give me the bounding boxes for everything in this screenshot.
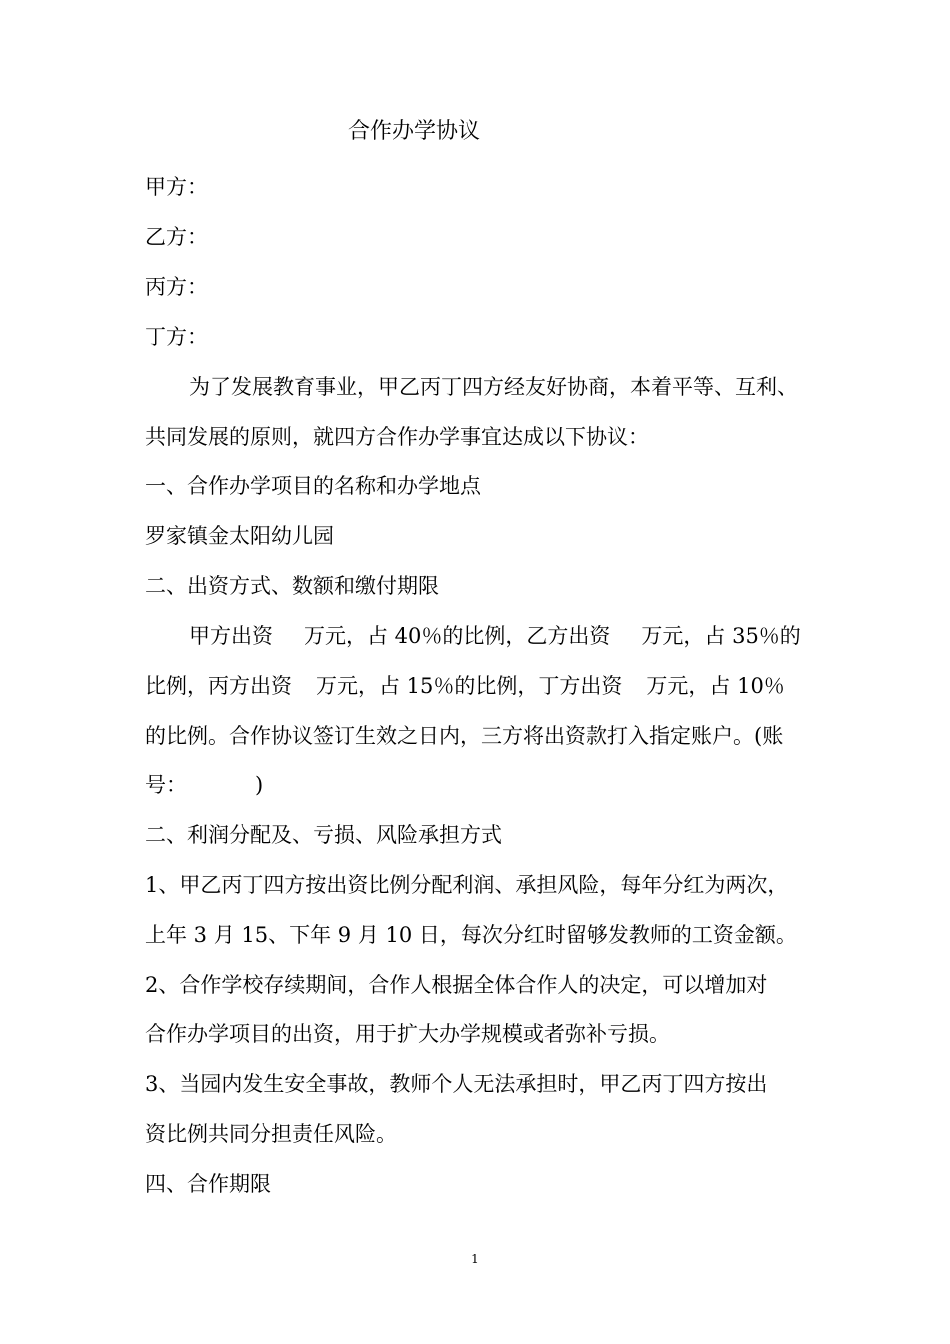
party-c-label: 丙方： <box>145 275 208 299</box>
section-3-item-2-line-1: 2、合作学校存续期间，合作人根据全体合作人的决定，可以增加对 <box>145 973 768 997</box>
section-3-heading: 二、利润分配及、亏损、风险承担方式 <box>145 823 502 847</box>
text-segment: 万元，占 15％的比例，丁方出资 <box>316 674 623 698</box>
intro-line-2: 共同发展的原则，就四方合作办学事宜达成以下协议： <box>145 425 649 449</box>
text-segment: 万元，占 35％的 <box>641 624 801 648</box>
text-segment: 万元，占 10％ <box>646 674 785 698</box>
section-4-heading: 四、合作期限 <box>145 1172 271 1196</box>
text-segment: 万元，占 40％的比例，乙方出资 <box>304 624 611 648</box>
section-2-paragraph-line-3: 的比例。合作协议签订生效之日内，三方将出资款打入指定账户。(账 <box>145 724 784 748</box>
section-3-item-1-line-1: 1、甲乙丙丁四方按出资比例分配利润、承担风险，每年分红为两次， <box>145 873 789 897</box>
party-d-label: 丁方： <box>145 325 208 349</box>
section-3-item-2-line-2: 合作办学项目的出资，用于扩大办学规模或者弥补亏损。 <box>145 1022 670 1046</box>
text-segment: 甲方出资 <box>189 624 273 648</box>
section-1-heading: 一、合作办学项目的名称和办学地点 <box>145 474 481 498</box>
section-2-paragraph-line-4 <box>145 770 263 800</box>
section-3-item-1-line-2: 上年 3 月 15、下年 9 月 10 日，每次分红时留够发教师的工资金额。 <box>145 923 797 947</box>
section-2-heading: 二、出资方式、数额和缴付期限 <box>145 574 439 598</box>
section-3-item-3-line-2: 资比例共同分担责任风险。 <box>145 1122 397 1146</box>
text-segment: ) <box>255 773 264 797</box>
document-title: 合作办学协议 <box>348 119 481 144</box>
party-a-label: 甲方： <box>145 175 208 199</box>
intro-line-1: 为了发展教育事业，甲乙丙丁四方经友好协商，本着平等、互利、 <box>189 375 798 399</box>
text-segment: 比例，丙方出资 <box>145 674 292 698</box>
section-2-paragraph-line-1 <box>189 621 801 651</box>
party-b-label: 乙方： <box>145 225 208 249</box>
section-2-paragraph-line-2 <box>145 671 785 701</box>
section-3-item-3-line-1: 3、当园内发生安全事故，教师个人无法承担时，甲乙丙丁四方按出 <box>145 1072 768 1096</box>
section-1-body: 罗家镇金太阳幼儿园 <box>145 524 334 548</box>
text-segment: 号： <box>145 773 187 797</box>
page-number: 1 <box>471 1252 479 1266</box>
